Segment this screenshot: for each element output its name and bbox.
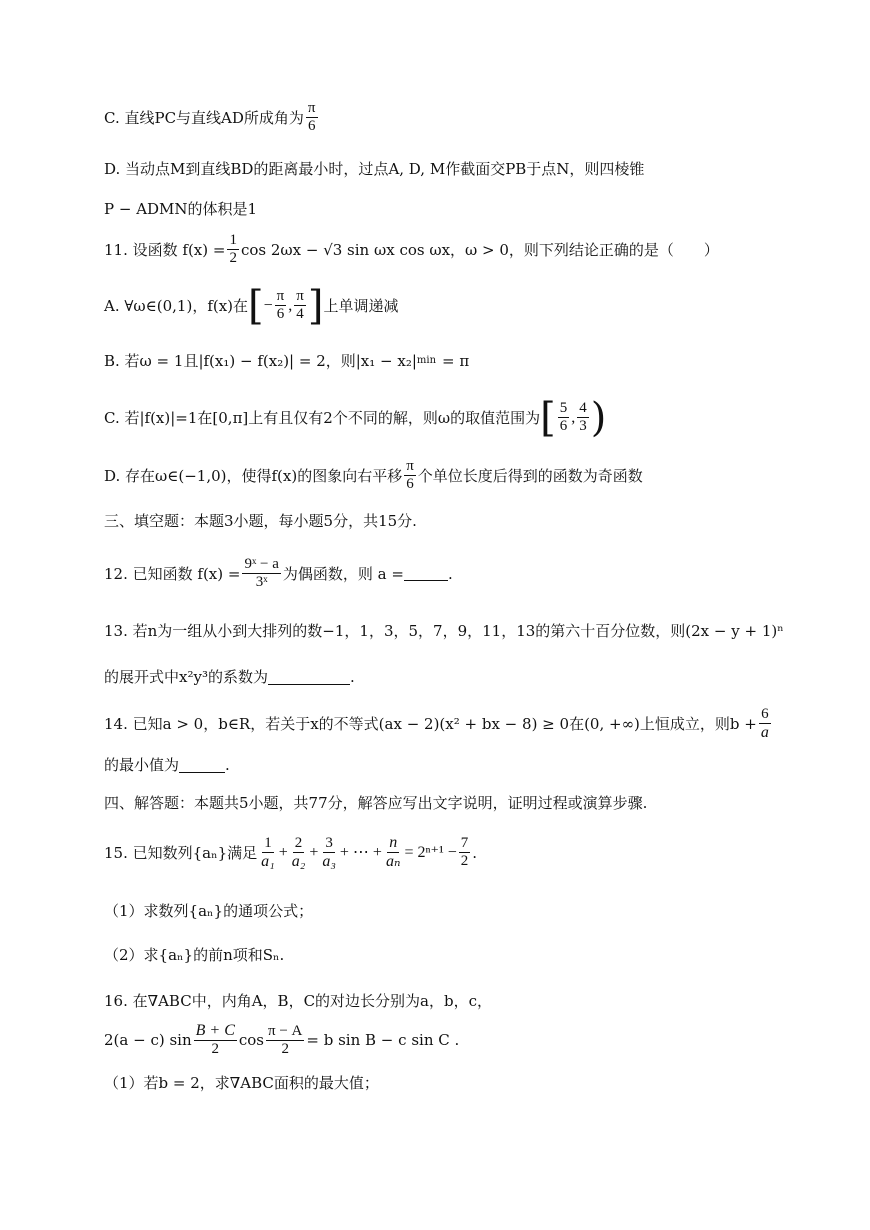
q13-line2: 的展开式中x²y³的系数为 .	[104, 668, 355, 686]
q14-answer-blank[interactable]	[179, 758, 225, 773]
section-3-heading: 三、填空题：本题3小题，每小题5分，共15分.	[104, 512, 417, 530]
q15-stem: 15. 已知数列{aₙ}满足 $\frac{1}{\text{a₁}}$ + $\frac{2}{\text{a₂}}$ + $\frac{3}{\text{a₃}}$ + ⋯ + $\frac{n}{\text{aₙ}}$ = 2ⁿ⁺¹ − $\frac{7}{2}$ .	[104, 834, 478, 871]
q11-half-fraction: $\frac{1}{2}$	[229, 232, 237, 267]
q11-option-d: D. 存在ω∈(−1,0)，使得f(x)的图象向右平移 $\frac{\pi}{6}$ 个单位长度后得到的函数为奇函数	[104, 458, 643, 493]
q11-option-a: A. ∀ω∈(0,1)，f(x)在 [ − $\frac{\pi}{6}$ , $\frac{\pi}{4}$ ] 上单调递减	[104, 282, 399, 329]
q10-c-text: C. 直线PC与直线AD所成角为	[104, 108, 304, 127]
q10-c-fraction: $\frac{\pi}{6}$	[307, 100, 316, 135]
q10-option-c	[104, 100, 320, 136]
q13-answer-blank[interactable]	[268, 670, 350, 685]
q14-line2: 的最小值为 .	[104, 756, 230, 774]
q11-option-b: B. 若ω = 1且|f(x₁) − f(x₂)| = 2，则|x₁ − x₂| min = π	[104, 352, 470, 370]
q16-line1: 16. 在∇ABC中，内角A，B，C的对边长分别为a，b，c，	[104, 992, 492, 1010]
q16-part1: （1）若b = 2，求∇ABC面积的最大值；	[104, 1074, 379, 1092]
q16-equation: 2(a − c) sin $\frac{B + C}{2}$ cos $\frac{\pi - A}{2}$ = b sin B − c sin C .	[104, 1022, 460, 1058]
q10-option-d-line1: D. 当动点M到直线BD的距离最小时，过点A, D, M作截面交PB于点N，则四棱锥	[104, 160, 645, 178]
q11-option-c: C. 若|f(x)|=1在[0,π]上有且仅有2个不同的解，则ω的取值范围为 [ $\frac{5}{6}$ , $\frac{4}{3}$ )	[104, 394, 607, 441]
q13-line1: 13. 若n为一组从小到大排列的数−1，1，3，5，7，9，11，13的第六十百分位数，则(2x − y + 1)ⁿ	[104, 622, 784, 640]
q10-option-d-line2: P − ADMN的体积是1	[104, 200, 258, 218]
q12-answer-blank[interactable]	[404, 566, 448, 581]
q14-line1: 14. 已知a > 0，b∈R，若关于x的不等式(ax − 2)(x² + bx − 8) ≥ 0在(0, +∞)上恒成立，则b + $\frac{6}{a}$	[104, 706, 769, 742]
q15-part1: （1）求数列{aₙ}的通项公式；	[104, 902, 314, 920]
q12: 12. 已知函数 f(x) = $\frac{\text{9ˣ − a}}{\text{3ˣ}}$ 为偶函数，则 a = .	[104, 556, 453, 591]
q11-stem: 11. 设函数 f(x) = $\frac{1}{2}$ cos 2ωx − √3 sin ωx cos ωx，ω > 0，则下列结论正确的是（ ）	[104, 232, 719, 267]
q15-part2: （2）求{aₙ}的前n项和Sₙ.	[104, 946, 285, 964]
section-4-heading: 四、解答题：本题共5小题，共77分，解答应写出文字说明，证明过程或演算步骤.	[104, 794, 648, 812]
